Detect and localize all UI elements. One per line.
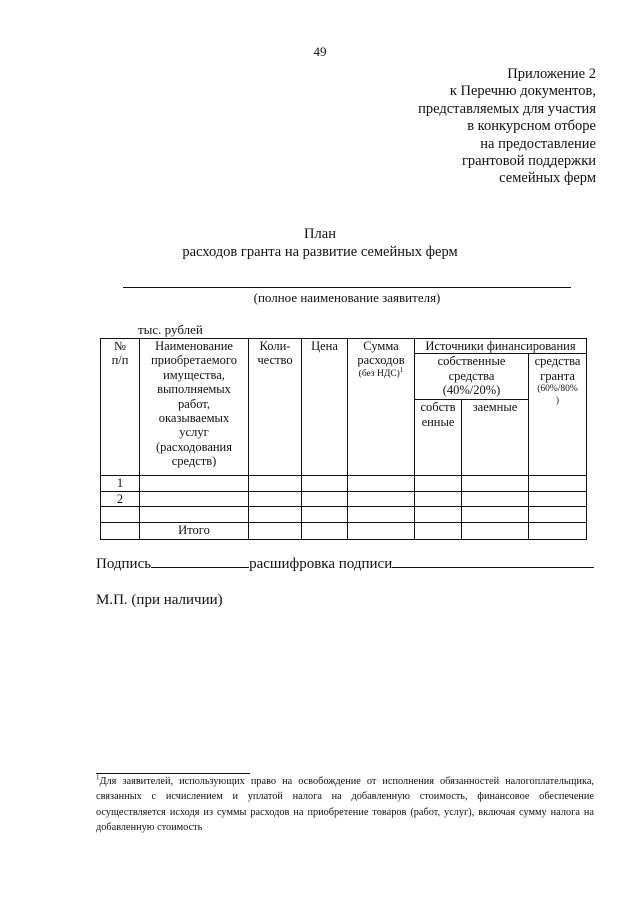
header-name: Наименование приобретаемого имущества, выполняемых работ, оказываемых услуг (расходования средств) bbox=[140, 339, 249, 476]
appendix-line: на предоставление bbox=[480, 135, 596, 152]
applicant-name-line bbox=[123, 287, 571, 288]
table-row bbox=[101, 476, 587, 491]
document-subtitle: расходов гранта на развитие семейных ферм bbox=[182, 244, 458, 260]
signature-decode-label: расшифровка подписи bbox=[249, 556, 393, 572]
appendix-line: грантовой поддержки bbox=[461, 153, 596, 170]
header-own-subfunds: собств енные bbox=[415, 400, 462, 476]
units-label: тыс. рублей bbox=[138, 322, 203, 337]
header-quantity: Коли- чество bbox=[249, 339, 302, 476]
signature-decode-blank bbox=[392, 567, 594, 568]
total-label: Итого bbox=[140, 523, 249, 540]
header-grant-funds: средства гранта (60%/80% ) bbox=[529, 354, 587, 476]
header-price: Цена bbox=[302, 339, 348, 476]
appendix-line: семейных ферм bbox=[499, 170, 596, 187]
table-row bbox=[101, 491, 587, 506]
appendix-line: Приложение 2 bbox=[507, 66, 596, 82]
header-num: № п/п bbox=[101, 339, 140, 476]
row-number: 2 bbox=[101, 491, 140, 506]
appendix-line: в конкурсном отборе bbox=[467, 118, 596, 135]
header-sum: Сумма расходов (без НДС)$^1$ bbox=[348, 339, 415, 476]
signature-line bbox=[96, 556, 594, 573]
footnote bbox=[96, 774, 594, 835]
document-title: План bbox=[304, 226, 336, 242]
footnote-text: Для заявителей, использующих право на освобождение от исполнения обязанностей налогоплательщика, связанных с исчислением и уплатой налога на добавленную стоимость, финансовое обеспечение осуществляется исходя из суммы расходов на приобретение товаров (работ, услуг), включая сумму налога на добавленную стоимость bbox=[96, 776, 594, 833]
table-row bbox=[101, 507, 587, 523]
page-number: 49 bbox=[313, 44, 327, 59]
appendix-line: представляемых для участия bbox=[418, 100, 596, 117]
applicant-caption: (полное наименование заявителя) bbox=[253, 290, 441, 305]
footnote-mark: 1 bbox=[96, 773, 100, 782]
footnote-mark: 1 bbox=[399, 365, 404, 374]
row-number bbox=[101, 507, 140, 523]
seal-label: М.П. (при наличии) bbox=[96, 592, 223, 608]
signature-label: Подпись bbox=[96, 556, 152, 572]
expense-plan-table bbox=[100, 338, 587, 540]
total-row bbox=[101, 523, 587, 540]
header-borrowed: заемные bbox=[462, 400, 529, 476]
header-sources: Источники финансирования bbox=[415, 339, 587, 354]
appendix-heading bbox=[336, 66, 596, 188]
signature-blank bbox=[151, 567, 249, 568]
appendix-line: к Перечню документов, bbox=[449, 83, 596, 100]
row-number: 1 bbox=[101, 476, 140, 491]
header-own-funds: собственные средства (40%/20%) bbox=[415, 354, 529, 400]
